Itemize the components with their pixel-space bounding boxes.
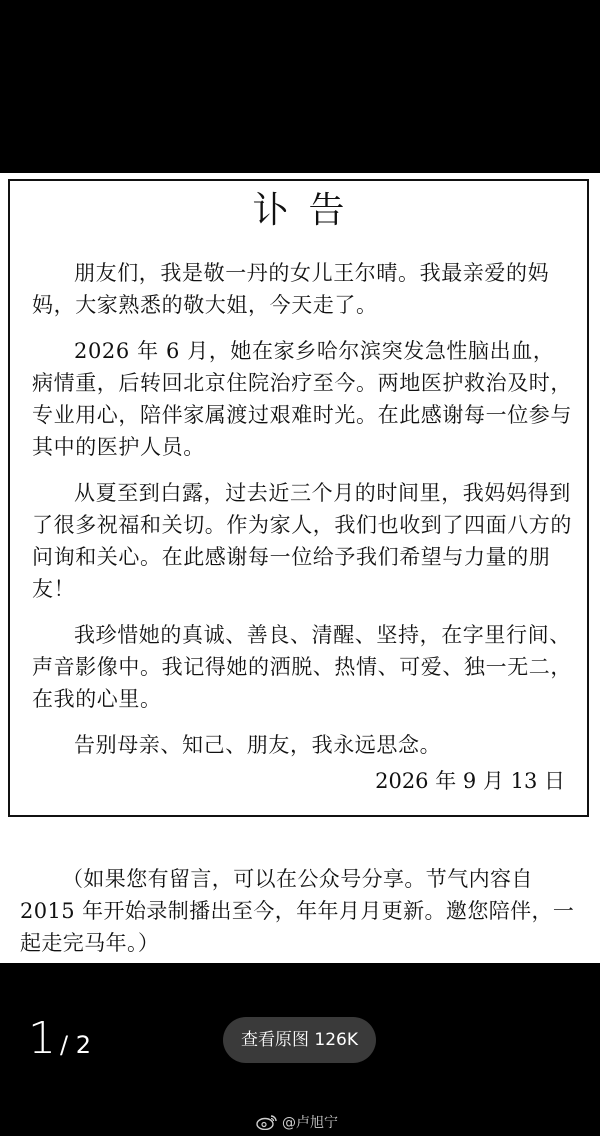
paragraph: 2026 年 6 月，她在家乡哈尔滨突发急性脑出血，病情重，后转回北京住院治疗至今。两地医护救治及时，专业用心，陪伴家属渡过艰难时光。在此感谢每一位参与其中的医护人员。 — [32, 339, 572, 459]
view-original-button[interactable]: 查看原图 126K — [223, 1017, 376, 1063]
footnote: （如果您有留言，可以在公众号分享。节气内容自 2015 年开始录制播出至今，年年月月更新。邀您陪伴，一起走完马年。） — [20, 867, 575, 955]
page-total: / 2 — [60, 1031, 91, 1059]
watermark-text: @卢旭宁 — [282, 1115, 338, 1131]
watermark — [256, 1111, 338, 1133]
obituary-body — [32, 257, 572, 775]
weibo-logo-icon — [256, 1114, 278, 1130]
page-indicator — [28, 1012, 91, 1066]
obituary-title: 讣告 — [252, 190, 365, 231]
paragraph: 我珍惜她的真诚、善良、清醒、坚持，在字里行间、声音影像中。我记得她的洒脱、热情、可爱、独一无二，在我的心里。 — [32, 623, 572, 711]
obituary-date: 2026 年 9 月 13 日 — [375, 769, 565, 793]
paragraph: 从夏至到白露，过去近三个月的时间里，我妈妈得到了很多祝福和关切。作为家人，我们也收到了四面八方的问询和关心。在此感谢每一位给予我们希望与力量的朋友！ — [32, 481, 572, 601]
obituary-frame — [8, 179, 589, 817]
page-current: 1 — [28, 1013, 56, 1064]
document-image — [0, 173, 600, 963]
paragraph: 告别母亲、知己、朋友，我永远思念。 — [74, 733, 442, 757]
paragraph: 朋友们，我是敬一丹的女儿王尔晴。我最亲爱的妈妈，大家熟悉的敬大姐，今天走了。 — [32, 261, 550, 317]
